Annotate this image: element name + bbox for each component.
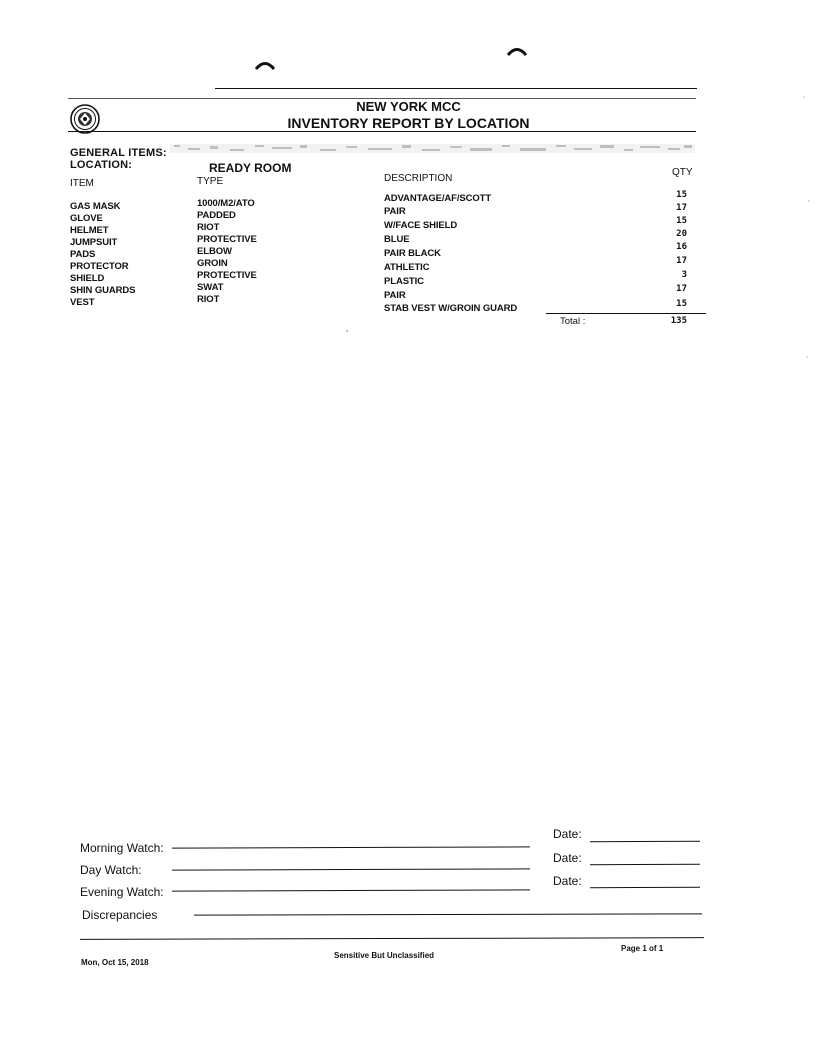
header-rule-lower xyxy=(68,131,696,132)
table-row-description: PAIR xyxy=(384,206,406,217)
day-watch-line[interactable] xyxy=(172,868,530,870)
table-row-item: SHIN GUARDS xyxy=(70,285,136,296)
table-row-type: PADDED xyxy=(197,210,236,221)
table-row-type: PROTECTIVE xyxy=(197,270,257,281)
table-row-description: BLUE xyxy=(384,234,410,245)
date-label-2: Date: xyxy=(553,851,582,865)
table-row-item: JUMPSUIT xyxy=(70,237,118,248)
date-line-2[interactable] xyxy=(590,864,700,866)
table-row-description: PAIR BLACK xyxy=(384,248,441,259)
footer-date: Mon, Oct 15, 2018 xyxy=(81,958,149,967)
footer-classification: Sensitive But Unclassified xyxy=(334,951,435,960)
table-row-item: PADS xyxy=(70,249,96,260)
table-row-item: GAS MASK xyxy=(70,201,121,212)
table-row-qty: 15 xyxy=(676,190,687,200)
scan-speck xyxy=(803,96,805,98)
top-rule xyxy=(215,88,697,89)
scan-speck xyxy=(806,356,808,358)
column-header-type: TYPE xyxy=(197,176,224,187)
scan-speck xyxy=(346,330,348,332)
table-row-description: W/FACE SHIELD xyxy=(384,220,458,231)
punch-hole-left xyxy=(254,60,276,70)
total-rule xyxy=(546,313,706,314)
table-row-type: RIOT xyxy=(197,222,220,233)
table-row-qty: 20 xyxy=(676,229,687,239)
column-header-description: DESCRIPTION xyxy=(384,173,453,184)
table-row-item: GLOVE xyxy=(70,213,103,224)
punch-hole-right xyxy=(506,46,528,56)
date-label-3: Date: xyxy=(553,874,582,888)
column-header-item: ITEM xyxy=(70,178,94,189)
table-row-qty: 3 xyxy=(681,270,687,280)
table-row-description: PLASTIC xyxy=(384,276,424,287)
table-row-type: PROTECTIVE xyxy=(197,234,257,245)
morning-watch-line[interactable] xyxy=(172,846,530,848)
evening-watch-line[interactable] xyxy=(172,889,530,891)
total-label: Total : xyxy=(560,316,586,327)
table-row-qty: 17 xyxy=(676,203,687,213)
table-row-type: GROIN xyxy=(197,258,228,269)
table-row-type: 1000/M2/ATO xyxy=(197,198,255,209)
table-row-description: ATHLETIC xyxy=(384,262,430,273)
table-row-description: STAB VEST W/GROIN GUARD xyxy=(384,303,518,314)
table-row-qty: 15 xyxy=(676,299,687,309)
discrepancies-line[interactable] xyxy=(194,913,702,915)
table-row-item: HELMET xyxy=(70,225,109,236)
table-row-description: ADVANTAGE/AF/SCOTT xyxy=(384,193,492,204)
table-row-type: RIOT xyxy=(197,294,220,305)
table-row-item: PROTECTOR xyxy=(70,261,129,272)
discrepancies-label: Discrepancies xyxy=(82,908,158,922)
location-label: LOCATION: xyxy=(70,159,133,171)
table-row-type: ELBOW xyxy=(197,246,232,257)
table-row-qty: 16 xyxy=(676,242,687,252)
footer-rule xyxy=(80,937,704,940)
table-row-qty: 17 xyxy=(676,284,687,294)
report-title: INVENTORY REPORT BY LOCATION xyxy=(287,115,530,131)
report-org: NEW YORK MCC xyxy=(356,99,461,114)
table-row-item: SHIELD xyxy=(70,273,105,284)
date-label-1: Date: xyxy=(553,827,582,841)
evening-watch-label: Evening Watch: xyxy=(80,885,164,899)
morning-watch-label: Morning Watch: xyxy=(80,841,164,855)
scan-speck xyxy=(808,200,810,202)
general-items-label: GENERAL ITEMS: xyxy=(70,147,167,159)
column-header-qty: QTY xyxy=(672,167,693,178)
total-value: 135 xyxy=(670,316,687,326)
table-row-item: VEST xyxy=(70,297,95,308)
table-row-qty: 17 xyxy=(676,256,687,266)
table-row-description: PAIR xyxy=(384,290,406,301)
date-line-3[interactable] xyxy=(590,887,700,889)
redaction-noise xyxy=(170,142,695,154)
table-row-qty: 15 xyxy=(676,216,687,226)
location-value: READY ROOM xyxy=(209,161,292,175)
footer-page: Page 1 of 1 xyxy=(621,944,664,953)
date-line-1[interactable] xyxy=(590,841,700,843)
day-watch-label: Day Watch: xyxy=(80,863,142,877)
table-row-type: SWAT xyxy=(197,282,224,293)
